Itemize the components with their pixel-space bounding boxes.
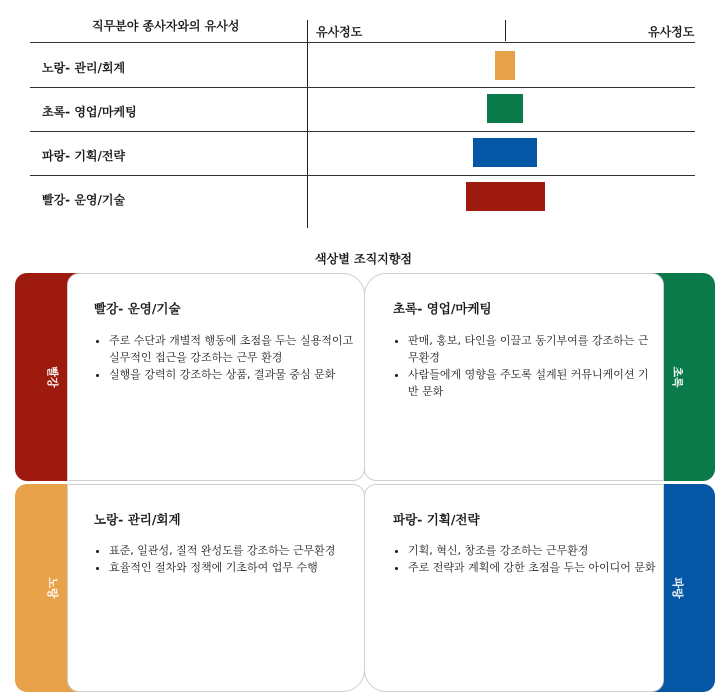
card-blue-title: 파랑- 기획/전략 [393,512,480,527]
section-title: 색상별 조직지향점 [315,252,412,266]
list-item: • 주로 전략과 계획에 강한 초점을 두는 아이디어 문화 [408,559,658,576]
card-green-title: 초록- 영업/마케팅 [393,301,492,316]
card-blue [364,484,664,692]
list-item: • 사람들에게 영향을 주도록 설계된 커뮤니케이션 기반 문화 [408,366,658,400]
left-header: 유사정도 [316,25,363,39]
row-label-blue: 파랑- 기획/전략 [42,149,126,163]
list-item: • 효율적인 절차와 정책에 기초하여 업무 수행 [109,559,367,576]
card-orange [67,484,365,692]
header-divider [505,20,506,41]
label-divider [307,20,308,228]
similarity-bar-blue [473,138,537,167]
tab-blue-label: 파랑 [670,577,684,599]
row-label-red: 빨강- 운영/기술 [42,193,126,207]
similarity-bar-green [487,94,523,123]
card-orange-title: 노랑- 관리/회계 [94,512,181,527]
row-divider [30,131,695,132]
column-title: 직무분야 종사자와의 유사성 [92,19,240,33]
right-header: 유사정도 [648,25,695,39]
similarity-bar-red [466,182,545,211]
card-orange-bullets [93,542,367,576]
row-divider [30,87,695,88]
row-label-green: 초록- 영업/마케팅 [42,105,137,119]
list-item: • 주로 수단과 개별적 행동에 초점을 두는 실용적이고 실무적인 접근을 강조하는 근무 환경 [109,332,367,366]
similarity-bar-yellow [495,51,515,80]
card-red-bullets [93,332,367,383]
list-item: • 표준, 일관성, 질적 완성도를 강조하는 근무환경 [109,542,367,559]
card-green [364,273,664,481]
tab-green-label: 초록 [670,366,684,388]
row-divider [30,42,695,43]
list-item: • 판매, 홍보, 타인을 이끌고 동기부여를 강조하는 근무환경 [408,332,658,366]
list-item: • 실행을 강력히 강조하는 상품, 결과물 중심 문화 [109,366,367,383]
similarity-chart [0,0,727,230]
list-item: • 기획, 혁신, 창조를 강조하는 근무환경 [408,542,658,559]
row-label-yellow: 노랑- 관리/회계 [42,61,126,75]
card-green-bullets [392,332,658,400]
card-red [67,273,365,481]
card-blue-bullets [392,542,658,576]
tab-red-label: 빨강 [45,366,59,388]
card-red-title: 빨강- 운영/기술 [94,301,181,316]
tab-orange-label: 노랑 [45,577,59,599]
row-divider [30,175,695,176]
